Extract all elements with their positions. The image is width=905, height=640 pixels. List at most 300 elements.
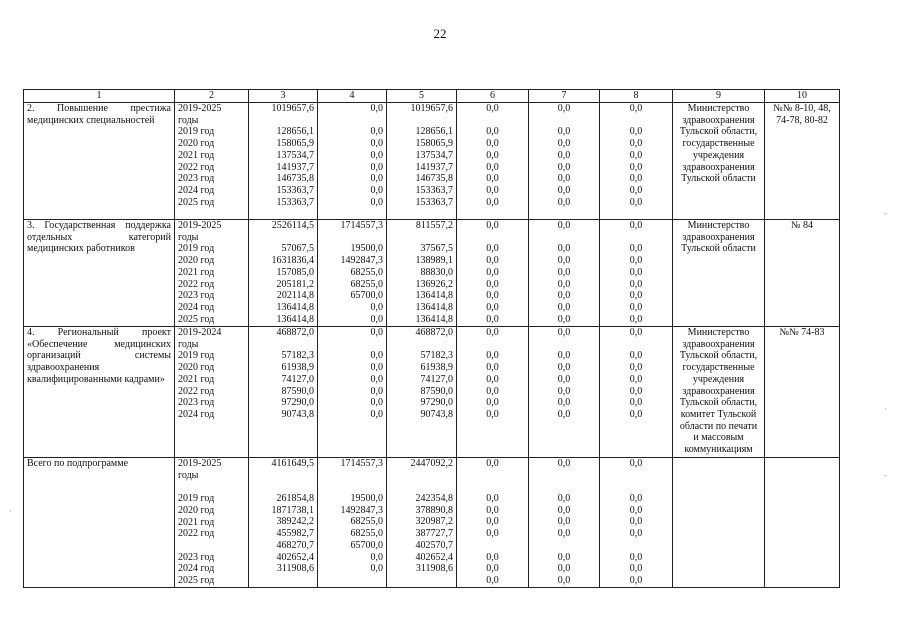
cell-line: 0,0 — [486, 373, 499, 385]
cell-line: 2024 год — [178, 301, 215, 313]
cell-line: 0,0 — [557, 563, 571, 575]
regional-cell — [387, 103, 457, 220]
cell-line: 0,0 — [370, 301, 383, 313]
reference-cell: №№ 8-10, 48, 74-78, 80-82 — [765, 103, 840, 220]
cell-line: 0,0 — [486, 278, 499, 290]
table-row — [24, 220, 840, 327]
executor-cell: Министерство здравоохранения Тульской области — [673, 220, 765, 327]
cell-line — [603, 481, 669, 493]
cell-line: 0,0 — [557, 196, 571, 208]
event-name-cell: 3. Государственная поддержка отдельных категорий медицинских работников — [24, 220, 175, 327]
other-source-cell — [529, 220, 600, 327]
total-cell — [249, 458, 318, 588]
column-number: 5 — [387, 90, 457, 103]
cell-line: 0,0 — [629, 408, 643, 420]
cell-line: 0,0 — [486, 149, 499, 161]
cell-line — [178, 540, 245, 552]
cell-line: 0,0 — [370, 397, 383, 409]
column-number: 1 — [24, 90, 175, 103]
cell-line: 0,0 — [629, 397, 643, 409]
cell-line — [460, 115, 525, 127]
table-row — [24, 458, 840, 588]
period-cell — [175, 220, 249, 327]
cell-line: 0,0 — [557, 184, 571, 196]
cell-line: 2025 год — [178, 313, 215, 325]
cell-line: 311908,6 — [415, 563, 453, 575]
cell-line: 61938,9 — [281, 362, 314, 374]
cell-line: 0,0 — [557, 301, 571, 313]
cell-line: 0,0 — [629, 149, 643, 161]
regional-cell — [387, 327, 457, 458]
cell-line: 136414,8 — [276, 313, 314, 325]
cell-line: 0,0 — [629, 493, 643, 505]
cell-line: 0,0 — [629, 516, 643, 528]
cell-line: 0,0 — [486, 126, 499, 138]
event-name-cell: 2. Повышение престижа медицинских специальностей — [24, 103, 175, 220]
executor-cell: Министерство здравоохранения Тульской области, государственные учреждения здравоохранения Тульской области, комитет Тульской области по печати и массовым коммуникациям — [673, 327, 765, 458]
cell-line: 2020 год — [178, 504, 215, 516]
cell-line: 0,0 — [629, 278, 643, 290]
cell-line: 137534,7 — [415, 149, 453, 161]
cell-line: 0,0 — [486, 161, 499, 173]
cell-line: 0,0 — [557, 290, 571, 302]
cell-line: 0,0 — [370, 173, 383, 185]
cell-line: 2019-2025 — [178, 103, 222, 114]
cell-line: 37567,5 — [420, 243, 453, 255]
reference-cell: № 84 — [765, 220, 840, 327]
cell-line: 0,0 — [486, 408, 499, 420]
cell-line: годы — [178, 469, 199, 481]
period-cell — [175, 458, 249, 588]
federal-cell — [318, 103, 387, 220]
cell-line: 146735,8 — [415, 173, 453, 185]
table-row — [24, 327, 840, 458]
cell-line — [603, 470, 669, 482]
cell-line: 87590,0 — [281, 385, 314, 397]
cell-line: 2022 год — [178, 385, 215, 397]
cell-line: 0,0 — [629, 563, 643, 575]
cell-line — [603, 115, 669, 127]
cell-line: 65700,0 — [350, 290, 383, 302]
page-number: 22 — [433, 26, 447, 41]
cell-line — [532, 481, 596, 493]
cell-line: 153363,7 — [276, 196, 314, 208]
cell-line: 1492847,3 — [340, 255, 383, 267]
cell-line: 0,0 — [370, 551, 383, 563]
cell-line: 320987,2 — [415, 516, 453, 528]
cell-line: 2022 год — [178, 528, 215, 540]
cell-line: 0,0 — [629, 551, 643, 563]
cell-line: 0,0 — [629, 138, 643, 150]
cell-line: 0,0 — [557, 574, 571, 586]
cell-line: 2447092,2 — [410, 458, 453, 469]
reference-cell — [765, 458, 840, 588]
cell-line: 0,0 — [486, 516, 499, 528]
cell-line — [460, 540, 525, 552]
cell-line: 2022 год — [178, 278, 215, 290]
cell-line: 2021 год — [178, 266, 215, 278]
scan-mark: - — [884, 208, 887, 218]
cell-line — [390, 481, 453, 493]
cell-line: 0,0 — [557, 161, 571, 173]
cell-line: 0,0 — [486, 301, 499, 313]
cell-line: 0,0 — [557, 220, 571, 231]
cell-line: 68255,0 — [350, 528, 383, 540]
cell-line: 2526114,5 — [271, 220, 314, 231]
cell-line — [252, 115, 314, 127]
cell-line: 0,0 — [629, 173, 643, 185]
cell-line: 0,0 — [370, 149, 383, 161]
cell-line: 0,0 — [557, 313, 571, 325]
cell-line: 1019657,6 — [271, 103, 314, 114]
cell-line: 87590,0 — [420, 385, 453, 397]
cell-line: 2024 год — [178, 184, 215, 196]
cell-line: 0,0 — [486, 173, 499, 185]
cell-line: 1714557,3 — [340, 458, 383, 469]
total-cell — [249, 220, 318, 327]
cell-line: 402570,7 — [415, 539, 453, 551]
cell-line: 0,0 — [629, 184, 643, 196]
cell-line — [321, 339, 383, 351]
cell-line: 68255,0 — [350, 278, 383, 290]
cell-line: 141937,7 — [276, 161, 314, 173]
cell-line: 0,0 — [629, 220, 643, 231]
cell-line: 57182,3 — [281, 350, 314, 362]
cell-line: 0,0 — [629, 574, 643, 586]
cell-line: 0,0 — [629, 255, 643, 267]
cell-line: 0,0 — [557, 373, 571, 385]
cell-line: 2019 год — [178, 243, 215, 255]
cell-line: 202114,8 — [276, 290, 314, 302]
cell-line: 0,0 — [557, 528, 571, 540]
cell-line: 0,0 — [486, 290, 499, 302]
cell-line: 0,0 — [486, 220, 499, 231]
cell-line: 2023 год — [178, 397, 215, 409]
cell-line: 136414,8 — [415, 301, 453, 313]
cell-line: 65700,0 — [350, 539, 383, 551]
cell-line: 0,0 — [557, 173, 571, 185]
cell-line: 0,0 — [629, 362, 643, 374]
cell-line: 2023 год — [178, 551, 215, 563]
cell-line: 2023 год — [178, 173, 215, 185]
cell-line: 4161649,5 — [271, 458, 314, 469]
cell-line — [252, 339, 314, 351]
cell-line: 0,0 — [557, 516, 571, 528]
cell-line: 261854,8 — [276, 493, 314, 505]
cell-line — [321, 470, 383, 482]
event-name-cell: 4. Региональный проект «Обеспечение медицинских организаций системы здравоохранения квалифицированными кадрами» — [24, 327, 175, 458]
cell-line — [321, 232, 383, 244]
cell-line: 0,0 — [629, 301, 643, 313]
cell-line: 88830,0 — [420, 266, 453, 278]
cell-line: 0,0 — [557, 551, 571, 563]
cell-line: 0,0 — [629, 350, 643, 362]
cell-line: 158065,9 — [276, 138, 314, 150]
cell-line: 378890,8 — [415, 504, 453, 516]
other-source-cell — [529, 458, 600, 588]
column-number: 2 — [175, 90, 249, 103]
cell-line — [532, 339, 596, 351]
cell-line: 1714557,3 — [340, 220, 383, 231]
cell-line: 0,0 — [486, 574, 499, 586]
cell-line: 0,0 — [629, 385, 643, 397]
cell-line: 0,0 — [557, 243, 571, 255]
cell-line: 2019 год — [178, 350, 215, 362]
executor-cell: Министерство здравоохранения Тульской области, государственные учреждения здравоохранения Тульской области — [673, 103, 765, 220]
cell-line: годы — [178, 114, 199, 126]
cell-line — [321, 575, 383, 587]
cell-line — [252, 575, 314, 587]
cell-line: 0,0 — [370, 327, 383, 338]
cell-line: 0,0 — [486, 313, 499, 325]
cell-line: 0,0 — [557, 458, 571, 469]
cell-line: 136414,8 — [415, 290, 453, 302]
column-number: 6 — [457, 90, 529, 103]
cell-line: 0,0 — [629, 243, 643, 255]
cell-line — [532, 540, 596, 552]
cell-line: 57067,5 — [281, 243, 314, 255]
cell-line — [460, 232, 525, 244]
cell-line: 0,0 — [629, 196, 643, 208]
federal-cell — [318, 458, 387, 588]
cell-line — [178, 481, 245, 493]
column-number: 3 — [249, 90, 318, 103]
cell-line: 1871738,1 — [271, 504, 314, 516]
scan-mark: - — [884, 470, 887, 480]
cell-line: 57182,3 — [420, 350, 453, 362]
extra-source-cell — [600, 220, 673, 327]
cell-line: 1492847,3 — [340, 504, 383, 516]
cell-line: 389242,2 — [276, 516, 314, 528]
cell-line: 2020 год — [178, 362, 215, 374]
cell-line: 0,0 — [629, 528, 643, 540]
cell-line: 0,0 — [557, 408, 571, 420]
cell-line — [390, 339, 453, 351]
cell-line: 0,0 — [370, 362, 383, 374]
cell-line: 2025 год — [178, 575, 215, 586]
cell-line: 19500,0 — [350, 493, 383, 505]
cell-line: 2020 год — [178, 138, 215, 150]
column-number: 10 — [765, 90, 840, 103]
municipal-cell — [457, 327, 529, 458]
cell-line — [390, 575, 453, 587]
cell-line: 0,0 — [370, 385, 383, 397]
cell-line: 153363,7 — [276, 184, 314, 196]
cell-line: 136414,8 — [276, 301, 314, 313]
cell-line: 0,0 — [486, 362, 499, 374]
cell-line — [603, 339, 669, 351]
cell-line: 0,0 — [486, 385, 499, 397]
cell-line: 402652,4 — [276, 551, 314, 563]
cell-line: 0,0 — [486, 266, 499, 278]
cell-line: 2020 год — [178, 255, 215, 267]
municipal-cell — [457, 220, 529, 327]
cell-line: 0,0 — [557, 493, 571, 505]
cell-line — [532, 115, 596, 127]
cell-line: 2024 год — [178, 563, 215, 575]
cell-line: 68255,0 — [350, 266, 383, 278]
period-cell — [175, 327, 249, 458]
cell-line: 0,0 — [629, 161, 643, 173]
cell-line: 0,0 — [370, 563, 383, 575]
cell-line — [252, 470, 314, 482]
cell-line — [321, 115, 383, 127]
other-source-cell — [529, 103, 600, 220]
cell-line: 153363,7 — [415, 196, 453, 208]
cell-line: 0,0 — [557, 350, 571, 362]
cell-line: 2021 год — [178, 373, 215, 385]
cell-line: 0,0 — [557, 149, 571, 161]
cell-line: 0,0 — [370, 196, 383, 208]
cell-line: 2025 год — [178, 196, 215, 208]
cell-line: 74127,0 — [420, 373, 453, 385]
cell-line — [460, 339, 525, 351]
cell-line: 205181,2 — [276, 278, 314, 290]
cell-line: 455982,7 — [276, 528, 314, 540]
cell-line — [252, 232, 314, 244]
cell-line: 0,0 — [486, 138, 499, 150]
cell-line: 0,0 — [486, 458, 499, 469]
cell-line: 0,0 — [370, 184, 383, 196]
cell-line: 0,0 — [486, 493, 499, 505]
cell-line: 0,0 — [557, 138, 571, 150]
cell-line: 387727,7 — [415, 528, 453, 540]
cell-line: 19500,0 — [350, 243, 383, 255]
total-cell — [249, 327, 318, 458]
cell-line: 468872,0 — [276, 327, 314, 338]
period-cell — [175, 103, 249, 220]
cell-line — [390, 115, 453, 127]
cell-line: годы — [178, 338, 199, 350]
cell-line: 2022 год — [178, 161, 215, 173]
column-number: 4 — [318, 90, 387, 103]
cell-line: 138989,1 — [415, 255, 453, 267]
reference-cell: №№ 74-83 — [765, 327, 840, 458]
cell-line: 0,0 — [486, 397, 499, 409]
cell-line: 0,0 — [557, 397, 571, 409]
cell-line: 146735,8 — [276, 173, 314, 185]
cell-line: 0,0 — [486, 528, 499, 540]
cell-line: 136926,2 — [415, 278, 453, 290]
cell-line: 2019-2025 — [178, 220, 222, 231]
cell-line: 0,0 — [629, 103, 643, 114]
regional-cell — [387, 220, 457, 327]
cell-line: 0,0 — [486, 196, 499, 208]
cell-line: 157085,0 — [276, 266, 314, 278]
total-cell — [249, 103, 318, 220]
cell-line: 2023 год — [178, 290, 215, 302]
cell-line — [321, 481, 383, 493]
cell-line: 2021 год — [178, 516, 215, 528]
cell-line: 0,0 — [486, 563, 499, 575]
cell-line: 0,0 — [486, 350, 499, 362]
cell-line — [532, 470, 596, 482]
cell-line: 0,0 — [557, 255, 571, 267]
cell-line: 0,0 — [629, 290, 643, 302]
cell-line: 1631836,4 — [271, 255, 314, 267]
cell-line: 74127,0 — [281, 373, 314, 385]
cell-line: 0,0 — [486, 184, 499, 196]
cell-line: 0,0 — [557, 504, 571, 516]
municipal-cell — [457, 458, 529, 588]
cell-line — [603, 540, 669, 552]
column-number: 7 — [529, 90, 600, 103]
cell-line: 402652,4 — [415, 551, 453, 563]
cell-line: 1019657,6 — [410, 103, 453, 114]
table-body — [24, 103, 840, 588]
cell-line: 0,0 — [557, 103, 571, 114]
cell-line: годы — [178, 231, 199, 243]
cell-line: 242354,8 — [415, 493, 453, 505]
cell-line: 0,0 — [370, 126, 383, 138]
federal-cell — [318, 220, 387, 327]
cell-line: 0,0 — [370, 373, 383, 385]
cell-line — [532, 232, 596, 244]
cell-line: 2019-2025 — [178, 458, 222, 469]
cell-line: 0,0 — [370, 313, 383, 325]
cell-line: 2024 год — [178, 408, 215, 420]
cell-line: 0,0 — [370, 350, 383, 362]
column-number: 8 — [600, 90, 673, 103]
cell-line: 311908,6 — [276, 563, 314, 575]
extra-source-cell — [600, 458, 673, 588]
extra-source-cell — [600, 103, 673, 220]
cell-line: 97290,0 — [281, 397, 314, 409]
cell-line: 0,0 — [486, 255, 499, 267]
cell-line: 468270,7 — [276, 539, 314, 551]
cell-line: 2019 год — [178, 493, 215, 505]
regional-cell — [387, 458, 457, 588]
cell-line: 2019 год — [178, 126, 215, 138]
cell-line: 128656,1 — [415, 126, 453, 138]
cell-line — [603, 232, 669, 244]
cell-line: 0,0 — [486, 551, 499, 563]
cell-line: 153363,7 — [415, 184, 453, 196]
cell-line: 97290,0 — [420, 397, 453, 409]
event-name-cell: Всего по подпрограмме — [24, 458, 175, 588]
executor-cell — [673, 458, 765, 588]
cell-line: 0,0 — [370, 408, 383, 420]
cell-line — [460, 481, 525, 493]
cell-line: 0,0 — [370, 138, 383, 150]
cell-line: 61938,9 — [420, 362, 453, 374]
other-source-cell — [529, 327, 600, 458]
column-number: 9 — [673, 90, 765, 103]
cell-line: 0,0 — [629, 458, 643, 469]
cell-line: 0,0 — [557, 266, 571, 278]
cell-line: 2019-2024 — [178, 327, 222, 338]
scan-mark: · — [884, 404, 887, 414]
cell-line: 468872,0 — [415, 327, 453, 338]
cell-line: 0,0 — [486, 504, 499, 516]
cell-line: 0,0 — [557, 126, 571, 138]
cell-line: 0,0 — [486, 327, 499, 338]
cell-line: 0,0 — [629, 373, 643, 385]
cell-line: 0,0 — [486, 103, 499, 114]
cell-line: 0,0 — [629, 126, 643, 138]
cell-line: 0,0 — [629, 327, 643, 338]
extra-source-cell — [600, 327, 673, 458]
budget-table — [23, 89, 840, 588]
column-number-row — [24, 90, 840, 103]
cell-line: 128656,1 — [276, 126, 314, 138]
cell-line: 811557,2 — [415, 220, 453, 231]
cell-line: 90743,8 — [281, 408, 314, 420]
cell-line — [390, 470, 453, 482]
cell-line: 0,0 — [557, 327, 571, 338]
cell-line: 90743,8 — [420, 408, 453, 420]
cell-line: 0,0 — [629, 266, 643, 278]
